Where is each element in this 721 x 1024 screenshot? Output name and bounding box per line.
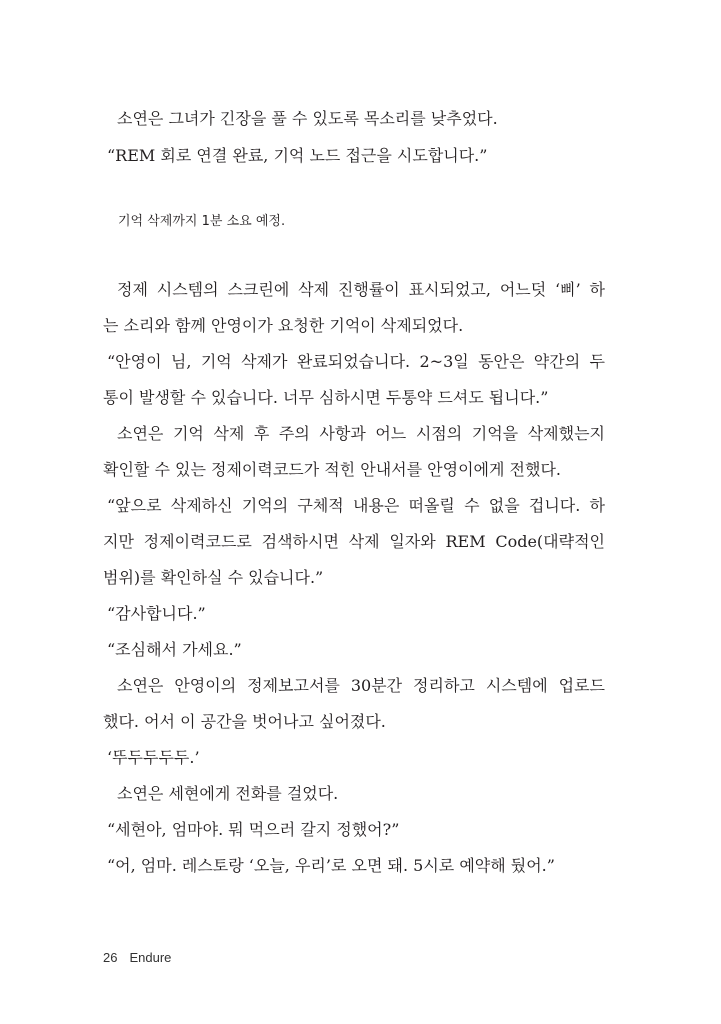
narration-paragraph	[103, 100, 605, 137]
paragraph-line: 지만 정제이력코드로 검색하시면 삭제 일자와 REM Code(대략적인	[103, 532, 605, 551]
page-number: 26	[103, 950, 118, 965]
paragraph-line: 했다. 어서 이 공간을 벗어나고 싶어졌다.	[103, 712, 386, 731]
paragraph-line: “REM 회로 연결 완료, 기억 노드 접근을 시도합니다.”	[107, 146, 488, 165]
paragraph-line: 소연은 안영이의 정제보고서를 30분간 정리하고 시스템에 업로드	[117, 676, 605, 695]
paragraph-line: 소연은 그녀가 긴장을 풀 수 있도록 목소리를 낮추었다.	[117, 109, 498, 128]
paragraph-line: 정제 시스템의 스크린에 삭제 진행률이 표시되었고, 어느덧 ‘삐’ 하	[117, 280, 605, 299]
dialogue-paragraph	[103, 812, 605, 848]
intro-text-block	[103, 100, 605, 174]
dialogue-paragraph	[103, 137, 605, 174]
paragraph-line: “조심해서 가세요.”	[107, 640, 242, 659]
paragraph-line: “세현아, 엄마야. 뭐 먹으러 갈지 정했어?”	[107, 820, 400, 839]
narration-paragraph	[103, 668, 605, 740]
dialogue-paragraph	[103, 632, 605, 668]
paragraph-line: 범위)를 확인하실 수 있습니다.”	[103, 568, 324, 587]
dialogue-paragraph	[103, 848, 605, 884]
book-title: Endure	[129, 950, 172, 965]
paragraph-line: “안영이 님, 기억 삭제가 완료되었습니다. 2~3일 동안은 약간의 두	[107, 352, 605, 371]
paragraph-line: “앞으로 삭제하신 기억의 구체적 내용은 떠올릴 수 없을 겁니다. 하	[107, 496, 605, 515]
system-message: 기억 삭제까지 1분 소요 예정.	[118, 214, 286, 229]
sound-effect-paragraph	[103, 740, 605, 776]
paragraph-line: 통이 발생할 수 있습니다. 너무 심하시면 두통약 드셔도 됩니다.”	[103, 388, 549, 407]
dialogue-paragraph	[103, 488, 605, 596]
body-text-block	[103, 272, 605, 884]
paragraph-line: “감사합니다.”	[107, 604, 206, 623]
dialogue-paragraph	[103, 344, 605, 416]
paragraph-line: “어, 엄마. 레스토랑 ‘오늘, 우리’로 오면 돼. 5시로 예약해 뒀어.”	[107, 856, 555, 875]
narration-paragraph	[103, 776, 605, 812]
paragraph-line: 는 소리와 함께 안영이가 요청한 기억이 삭제되었다.	[103, 316, 464, 335]
narration-paragraph	[103, 416, 605, 488]
paragraph-line: 소연은 세현에게 전화를 걸었다.	[117, 784, 339, 803]
page-footer	[103, 948, 171, 968]
paragraph-line: ‘뚜두두두두.’	[107, 748, 200, 767]
dialogue-paragraph	[103, 596, 605, 632]
narration-paragraph	[103, 272, 605, 344]
paragraph-line: 확인할 수 있는 정제이력코드가 적힌 안내서를 안영이에게 전했다.	[103, 460, 562, 479]
paragraph-line: 소연은 기억 삭제 후 주의 사항과 어느 시점의 기억을 삭제했는지	[117, 424, 605, 443]
